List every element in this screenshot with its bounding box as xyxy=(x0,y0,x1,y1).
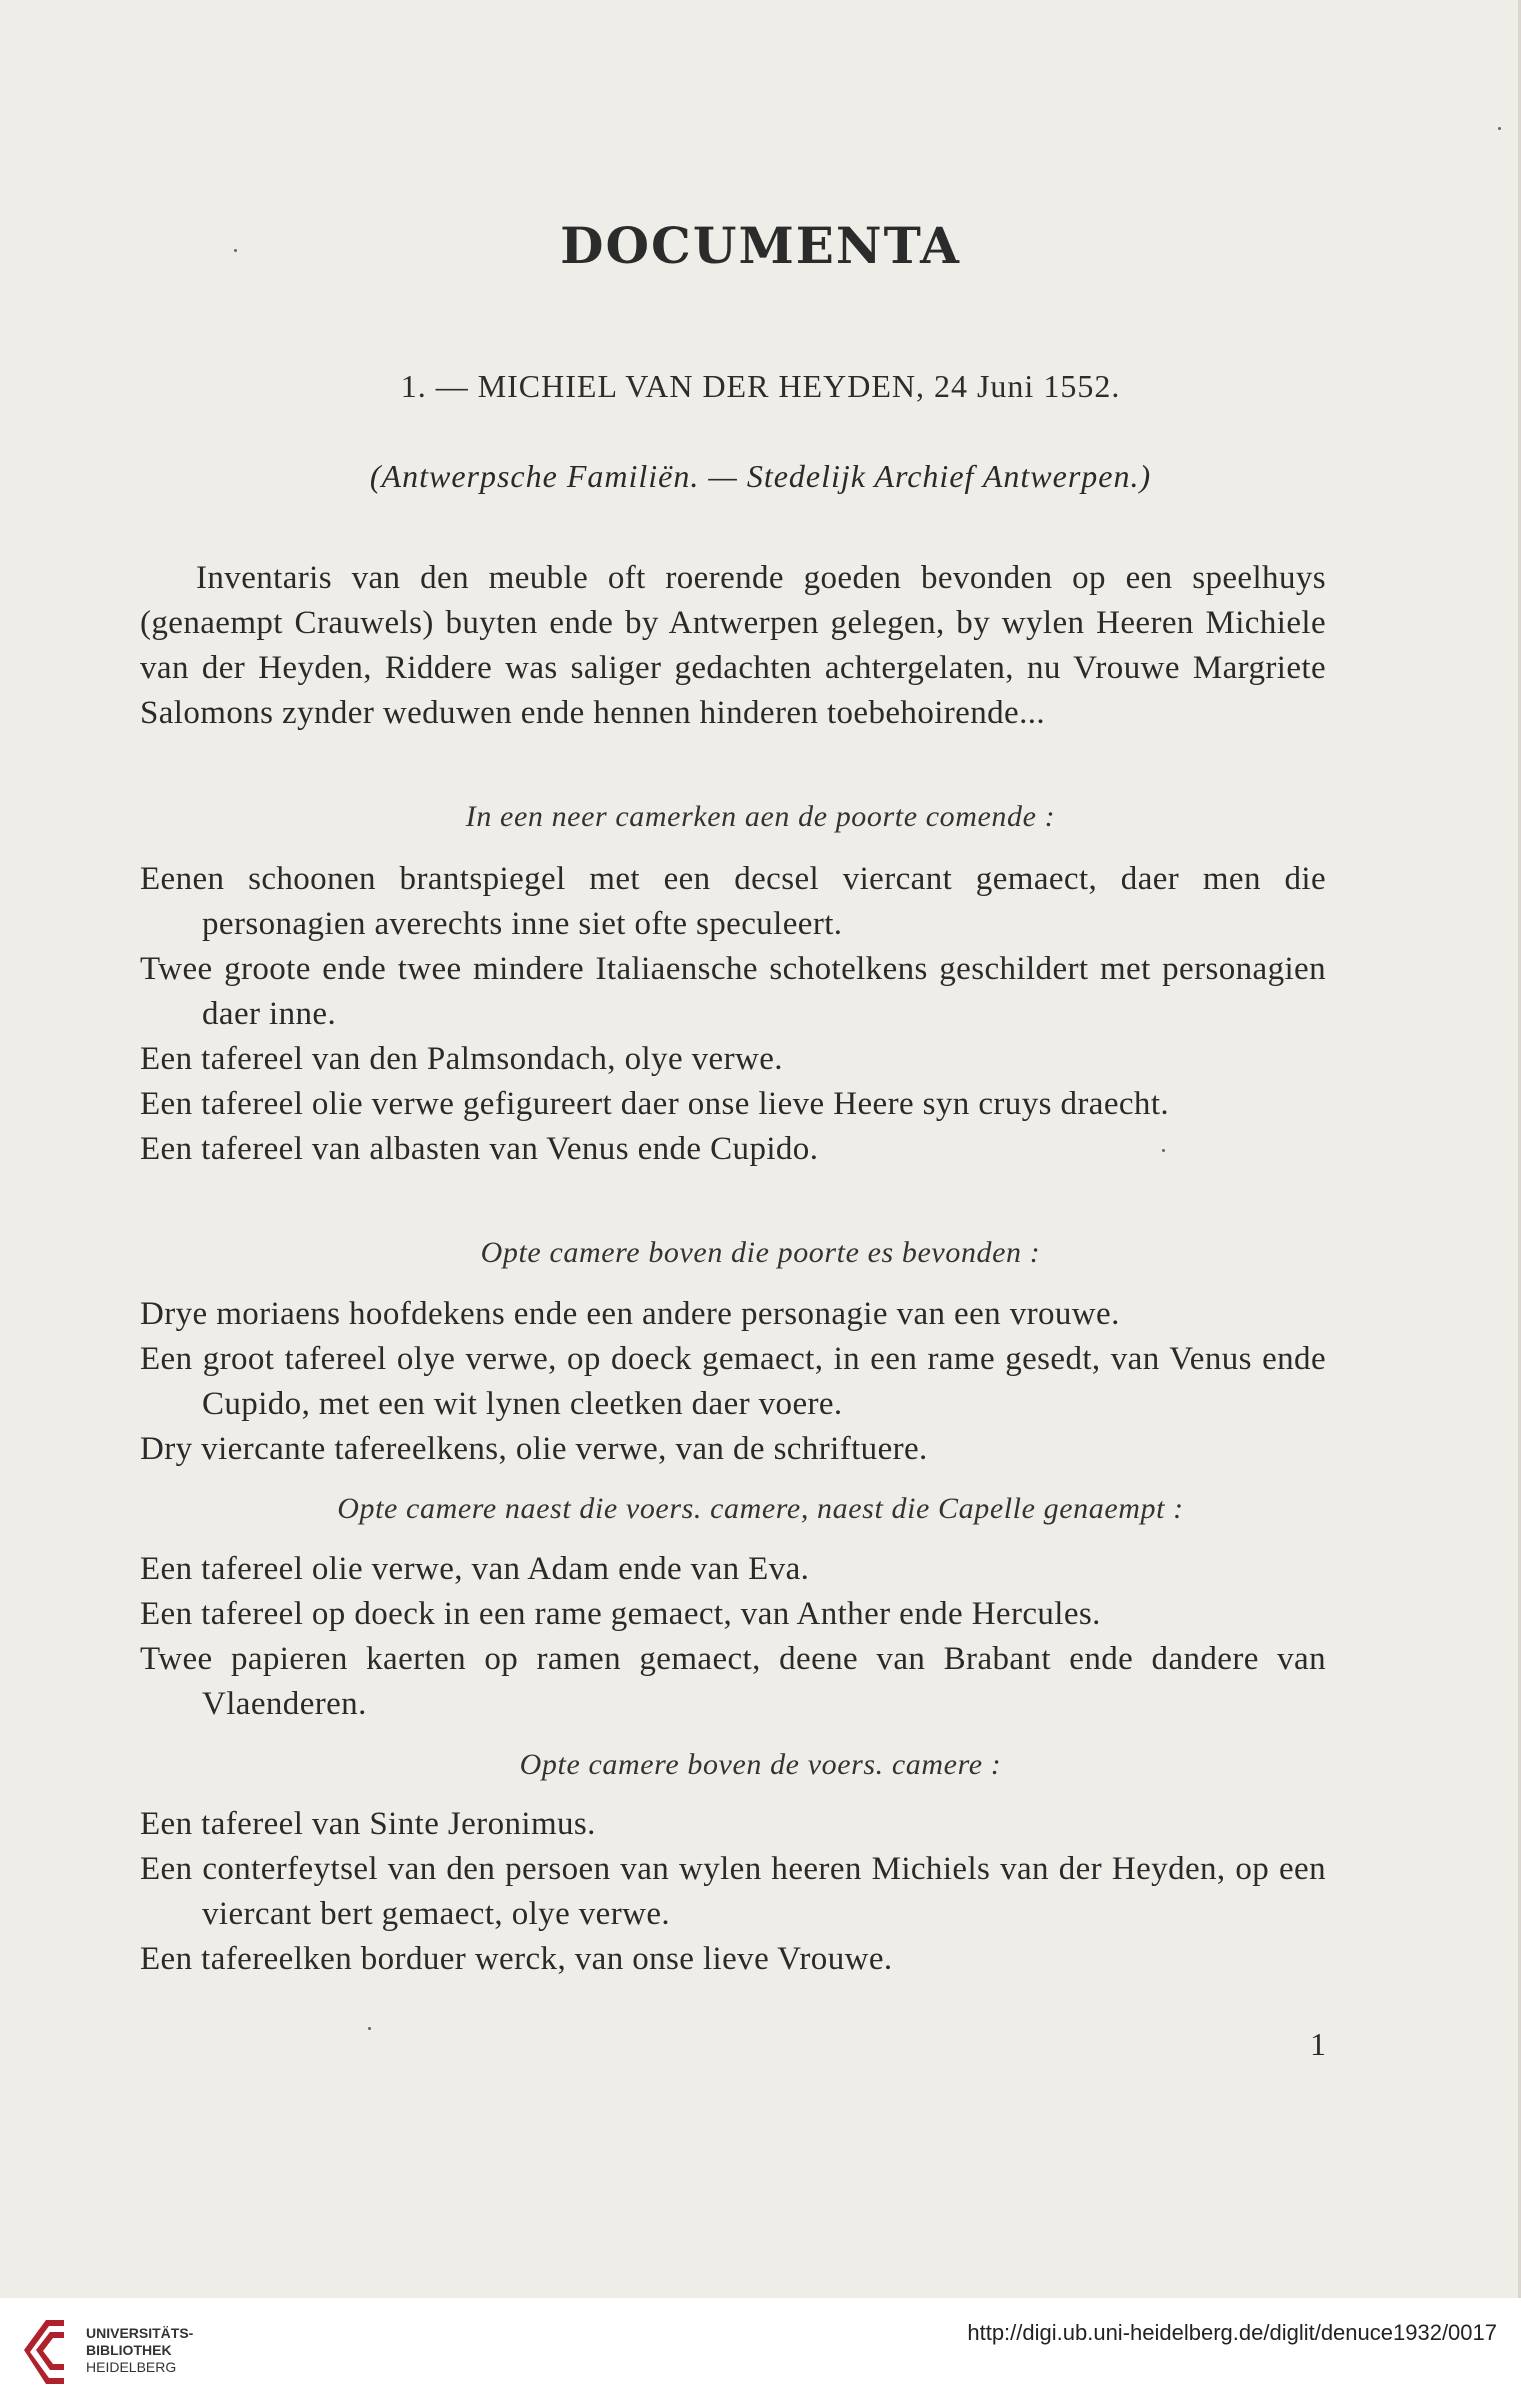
item-list-3 xyxy=(140,1547,1326,1727)
section-heading: 1. — MICHIEL VAN DER HEYDEN, 24 Juni 1552. xyxy=(400,368,1121,404)
list-item: Een tafereel op doeck in een rame gemaect, van Anther ende Hercules. xyxy=(140,1596,1101,1632)
list-item: Twee papieren kaerten op ramen gemaect, deene van Brabant ende dandere van Vlaenderen. xyxy=(140,1641,1326,1722)
page-title: DOCUMENTA xyxy=(560,216,961,275)
scan-speck xyxy=(368,2027,371,2030)
library-name-line: UNIVERSITÄTS- xyxy=(86,2325,194,2341)
library-city: HEIDELBERG xyxy=(86,2359,177,2375)
permalink-url[interactable]: http://digi.ub.uni-heidelberg.de/diglit/denuce1932/0017 xyxy=(967,2320,1497,2345)
library-name xyxy=(86,2325,193,2376)
room-heading-4: Opte camere boven de voers. camere : xyxy=(519,1748,1002,1781)
item-list-2 xyxy=(140,1292,1326,1472)
list-item: Een tafereel olie verwe gefigureert daer onse lieve Heere syn cruys draecht. xyxy=(140,1086,1170,1122)
room-heading-3: Opte camere naest die voers. camere, naest die Capelle genaempt : xyxy=(337,1492,1184,1525)
list-item: Een conterfeytsel van den persoen van wylen heeren Michiels van der Heyden, op een viercant bert gemaect, olye verwe. xyxy=(140,1851,1326,1932)
list-item: Een tafereel olie verwe, van Adam ende van Eva. xyxy=(140,1551,810,1587)
list-item: Een tafereel van den Palmsondach, olye verwe. xyxy=(140,1041,783,1077)
room-heading-1: In een neer camerken aen de poorte comende : xyxy=(465,800,1056,833)
list-item: Eenen schoonen brantspiegel met een decsel viercant gemaect, daer men die personagien averechts inne siet ofte speculeert. xyxy=(140,861,1326,942)
list-item: Dry viercante tafereelkens, olie verwe, van de schriftuere. xyxy=(140,1431,928,1467)
item-list-1 xyxy=(140,857,1326,1172)
room-heading-2: Opte camere boven die poorte es bevonden : xyxy=(480,1236,1041,1269)
list-item: Een groot tafereel olye verwe, op doeck gemaect, in een rame gesedt, van Venus ende Cupido, met een wit lynen cleetken daer voere. xyxy=(140,1341,1326,1422)
item-list-4 xyxy=(140,1802,1326,1982)
list-item: Een tafereel van Sinte Jeronimus. xyxy=(140,1806,596,1842)
list-item: Een tafereel van albasten van Venus ende Cupido. xyxy=(140,1131,819,1167)
library-name-line: BIBLIOTHEK xyxy=(86,2342,172,2358)
page-number: 1 xyxy=(1310,2026,1326,2062)
scan-speck xyxy=(234,249,237,252)
scan-speck xyxy=(1498,127,1501,130)
list-item: Twee groote ende twee mindere Italiaensche schotelkens geschildert met personagien daer inne. xyxy=(140,951,1326,1032)
list-item: Drye moriaens hoofdekens ende een andere personagie van een vrouwe. xyxy=(140,1296,1120,1332)
digitization-footer xyxy=(0,2298,1521,2408)
list-item: Een tafereelken borduer werck, van onse lieve Vrouwe. xyxy=(140,1941,893,1977)
intro-paragraph: Inventaris van den meuble oft roerende goeden bevonden op een speelhuys (genaempt Crauwels) buyten ende by Antwerpen gelegen, by wylen Heeren Michiele van der Heyden, Riddere was saliger gedachten achtergelaten, nu Vrouwe Margriete Salomons zynder weduwen ende hennen hinderen toebehoirende... xyxy=(140,560,1326,731)
source-citation: (Antwerpsche Familiën. — Stedelijk Archief Antwerpen.) xyxy=(369,458,1152,494)
library-logo-icon xyxy=(18,2312,70,2388)
scan-speck xyxy=(1162,1149,1165,1152)
